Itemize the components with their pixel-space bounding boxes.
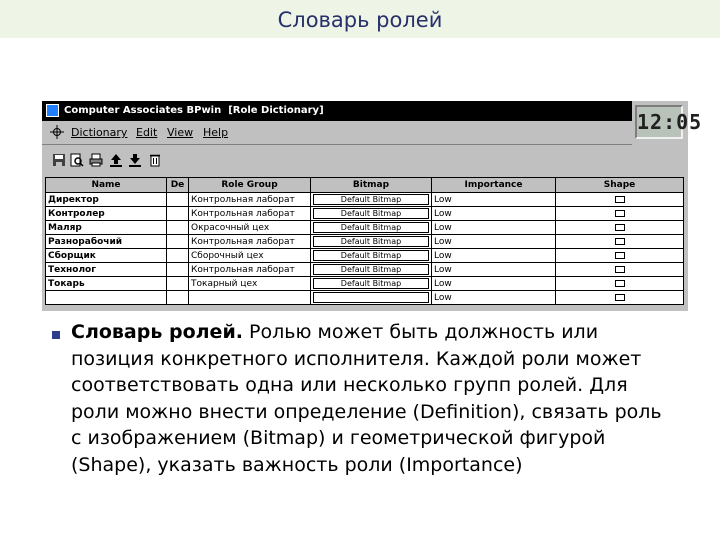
export-icon[interactable] (128, 153, 142, 167)
bullet-marker (52, 331, 60, 339)
body-lead: Словарь ролей. (71, 321, 243, 343)
clock-panel (632, 101, 703, 145)
menu-view[interactable] (167, 126, 193, 139)
menu-bar (42, 121, 632, 145)
menu-help-label: Help (203, 126, 229, 139)
shape-cell[interactable] (556, 193, 684, 207)
col-header-bitmap[interactable]: Bitmap (311, 178, 432, 193)
table-row[interactable] (46, 263, 684, 277)
toolbar (42, 145, 688, 177)
print-icon[interactable] (89, 153, 103, 167)
name-cell[interactable]: Токарь (46, 277, 167, 291)
importance-cell[interactable]: Low (432, 263, 556, 277)
menu-dictionary[interactable] (71, 126, 127, 139)
page-title: Словарь ролей (277, 8, 443, 32)
body-paragraph (71, 319, 671, 478)
definition-cell[interactable] (167, 291, 189, 305)
importance-cell[interactable]: Low (432, 235, 556, 249)
save-icon[interactable] (52, 153, 66, 167)
definition-cell[interactable] (167, 263, 189, 277)
role-dictionary-table (45, 177, 684, 305)
role-group-cell[interactable] (189, 291, 311, 305)
importance-cell[interactable]: Low (432, 207, 556, 221)
bitmap-cell[interactable] (311, 235, 432, 249)
bitmap-value: Default Bitmap (313, 236, 429, 247)
body-text: Ролью может быть должность или позиция конкретного исполнителя. Каждой роли может соответствовать одна или несколько групп ролей. Для роли можно внести определение (Definition), связать роль с изображением (Bitmap) и геометрической фигурой (Shape), указать важность роли (Importance) (71, 321, 662, 476)
menu-edit-label: Edit (136, 126, 158, 139)
preview-icon[interactable] (70, 153, 84, 167)
role-group-cell[interactable]: Токарный цех (189, 277, 311, 291)
definition-cell[interactable] (167, 207, 189, 221)
rectangle-shape-icon (615, 266, 625, 273)
col-header-shape[interactable]: Shape (556, 178, 684, 193)
definition-cell[interactable] (167, 221, 189, 235)
role-group-cell[interactable]: Контрольная лаборат (189, 235, 311, 249)
importance-cell[interactable]: Low (432, 291, 556, 305)
role-group-cell[interactable]: Контрольная лаборат (189, 263, 311, 277)
col-header-role-group[interactable]: Role Group (189, 178, 311, 193)
rectangle-shape-icon (615, 224, 625, 231)
bitmap-cell[interactable] (311, 207, 432, 221)
shape-cell[interactable] (556, 235, 684, 249)
rectangle-shape-icon (615, 280, 625, 287)
bpwin-screenshot (42, 101, 703, 311)
name-cell[interactable] (46, 291, 167, 305)
bitmap-value: Default Bitmap (313, 250, 429, 261)
importance-cell[interactable]: Low (432, 193, 556, 207)
importance-cell[interactable]: Low (432, 277, 556, 291)
window-title: Computer Associates BPwin [Role Dictionary] (64, 105, 324, 116)
bitmap-cell[interactable] (311, 277, 432, 291)
bitmap-cell[interactable] (311, 249, 432, 263)
importance-cell[interactable]: Low (432, 221, 556, 235)
name-cell[interactable]: Директор (46, 193, 167, 207)
name-cell[interactable]: Маляр (46, 221, 167, 235)
clock-display: 12:05 (635, 105, 683, 139)
menu-edit[interactable] (136, 126, 157, 139)
table-row[interactable] (46, 207, 684, 221)
shape-cell[interactable] (556, 207, 684, 221)
bitmap-cell[interactable] (311, 221, 432, 235)
bitmap-value: Default Bitmap (313, 264, 429, 275)
col-header-name[interactable]: Name (46, 178, 167, 193)
bitmap-cell[interactable] (311, 291, 432, 305)
import-icon[interactable] (109, 153, 123, 167)
role-group-cell[interactable]: Окрасочный цех (189, 221, 311, 235)
bitmap-cell[interactable] (311, 263, 432, 277)
menu-view-label: View (167, 126, 194, 139)
shape-cell[interactable] (556, 291, 684, 305)
bitmap-cell[interactable] (311, 193, 432, 207)
definition-cell[interactable] (167, 277, 189, 291)
role-group-cell[interactable]: Контрольная лаборат (189, 193, 311, 207)
rectangle-shape-icon (615, 210, 625, 217)
table-row[interactable] (46, 277, 684, 291)
col-header-definition[interactable]: De (167, 178, 189, 193)
importance-cell[interactable]: Low (432, 249, 556, 263)
table-row[interactable] (46, 193, 684, 207)
rectangle-shape-icon (615, 238, 625, 245)
bitmap-value: Default Bitmap (313, 222, 429, 233)
name-cell[interactable]: Разнорабочий (46, 235, 167, 249)
rectangle-shape-icon (615, 196, 625, 203)
role-group-cell[interactable]: Сборочный цех (189, 249, 311, 263)
delete-icon[interactable] (148, 153, 162, 167)
bitmap-value: Default Bitmap (313, 194, 429, 205)
col-header-importance[interactable]: Importance (432, 178, 556, 193)
bitmap-value: Default Bitmap (313, 278, 429, 289)
rectangle-shape-icon (615, 252, 625, 259)
table-row[interactable] (46, 221, 684, 235)
role-group-cell[interactable]: Контрольная лаборат (189, 207, 311, 221)
app-icon[interactable] (46, 104, 59, 117)
shape-cell[interactable] (556, 277, 684, 291)
menu-help[interactable] (203, 126, 228, 139)
shape-cell[interactable] (556, 263, 684, 277)
name-cell[interactable]: Технолог (46, 263, 167, 277)
table-row[interactable] (46, 235, 684, 249)
bitmap-value: Default Bitmap (313, 208, 429, 219)
rectangle-shape-icon (615, 294, 625, 301)
table-header-row (46, 178, 684, 193)
definition-cell[interactable] (167, 235, 189, 249)
crosshair-icon[interactable] (50, 125, 64, 139)
bitmap-value (313, 292, 429, 303)
name-cell[interactable]: Контролер (46, 207, 167, 221)
definition-cell[interactable] (167, 249, 189, 263)
table-row[interactable] (46, 249, 684, 263)
shape-cell[interactable] (556, 249, 684, 263)
name-cell[interactable]: Сборщик (46, 249, 167, 263)
shape-cell[interactable] (556, 221, 684, 235)
table-row[interactable] (46, 291, 684, 305)
definition-cell[interactable] (167, 193, 189, 207)
window-titlebar (42, 101, 632, 121)
menu-dictionary-label: Dictionary (71, 126, 128, 139)
